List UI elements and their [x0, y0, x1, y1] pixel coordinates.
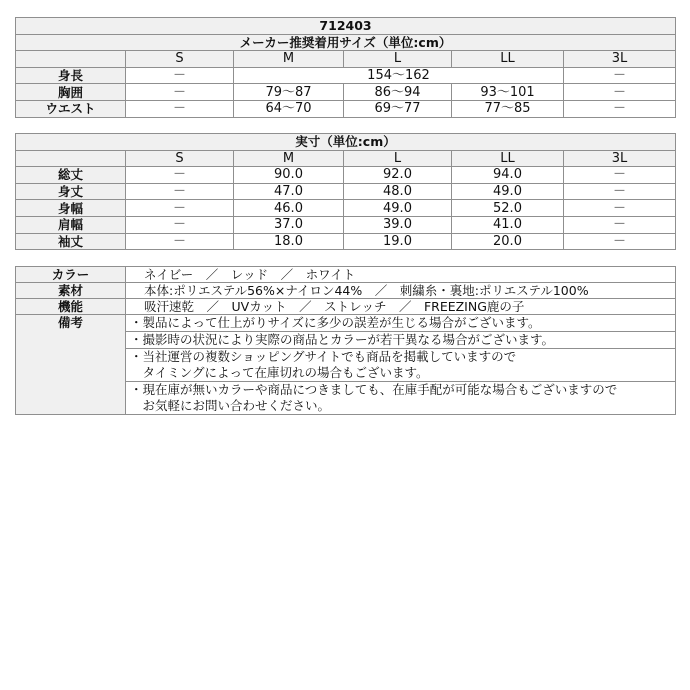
measurement-table [15, 133, 676, 250]
table-cell: 79～87 [234, 84, 344, 101]
table-cell: 64～70 [234, 100, 344, 117]
table-cell: － [564, 216, 676, 233]
function-value: 吸汗速乾 ／ UVカット ／ ストレッチ ／ FREEZING鹿の子 [126, 299, 676, 315]
size-table [15, 17, 676, 118]
measure-header-m: M [234, 150, 344, 167]
table-cell: 19.0 [344, 233, 452, 250]
table-row [16, 167, 676, 184]
measure-header-3l: 3L [564, 150, 676, 167]
table-cell: 47.0 [234, 183, 344, 200]
function-row [16, 299, 676, 315]
table-row [16, 67, 676, 84]
material-row [16, 283, 676, 299]
table-cell: － [564, 167, 676, 184]
table-row [16, 100, 676, 117]
material-value: 本体:ポリエステル56%×ナイロン44% ／ 刺繍糸・裏地:ポリエステル100% [126, 283, 676, 299]
measure-header-s: S [126, 150, 234, 167]
table-cell: － [564, 84, 676, 101]
note-item [126, 349, 676, 382]
table-cell: － [126, 233, 234, 250]
color-row [16, 267, 676, 283]
color-value: ネイビー ／ レッド ／ ホワイト [126, 267, 676, 283]
table-cell: 90.0 [234, 167, 344, 184]
measurement-table-title: 実寸（単位:cm） [16, 134, 676, 151]
table-row [16, 183, 676, 200]
table-row [16, 233, 676, 250]
note-line: タイミングによって在庫切れの場合もございます。 [130, 365, 429, 380]
note-line: ・当社運営の複数ショッピングサイトでも商品を掲載していますので [130, 349, 517, 364]
table-cell: 41.0 [452, 216, 564, 233]
table-cell: － [126, 216, 234, 233]
note-line: ・製品によって仕上がりサイズに多少の誤差が生じる場合がございます。 [130, 315, 541, 330]
table-cell: － [126, 84, 234, 101]
table-cell: 49.0 [344, 200, 452, 217]
size-header-m: M [234, 51, 344, 68]
table-cell: 52.0 [452, 200, 564, 217]
size-header-corner [16, 51, 126, 68]
table-row [16, 216, 676, 233]
table-cell: － [126, 183, 234, 200]
table-cell: 37.0 [234, 216, 344, 233]
table-cell: 39.0 [344, 216, 452, 233]
table-cell: 18.0 [234, 233, 344, 250]
note-line: ・現在庫が無いカラーや商品につきましても、在庫手配が可能な場合もございますので [130, 382, 618, 397]
measure-header-l: L [344, 150, 452, 167]
table-cell: 69～77 [344, 100, 452, 117]
notes-row [16, 315, 676, 332]
table-cell: － [126, 167, 234, 184]
size-table-title: メーカー推奨着用サイズ（単位:cm） [16, 34, 676, 51]
table-cell: － [564, 200, 676, 217]
notes-label: 備考 [16, 315, 126, 415]
note-line: お気軽にお問い合わせください。 [130, 398, 331, 413]
table-cell: 77～85 [452, 100, 564, 117]
measure-header-ll: LL [452, 150, 564, 167]
table-cell: 49.0 [452, 183, 564, 200]
product-code: 712403 [16, 18, 676, 35]
table-cell: － [126, 100, 234, 117]
table-cell: 94.0 [452, 167, 564, 184]
row-label: 袖丈 [16, 233, 126, 250]
table-cell: 154～162 [234, 67, 564, 84]
table-cell: － [564, 233, 676, 250]
material-label: 素材 [16, 283, 126, 299]
table-cell: － [126, 200, 234, 217]
row-label: 総丈 [16, 167, 126, 184]
table-cell: 48.0 [344, 183, 452, 200]
row-label: 身長 [16, 67, 126, 84]
table-cell: 92.0 [344, 167, 452, 184]
function-label: 機能 [16, 299, 126, 315]
table-cell: 46.0 [234, 200, 344, 217]
row-label: 胸囲 [16, 84, 126, 101]
note-item [126, 382, 676, 415]
table-cell: － [126, 67, 234, 84]
size-header-ll: LL [452, 51, 564, 68]
row-label: ウエスト [16, 100, 126, 117]
table-row [16, 84, 676, 101]
note-item [126, 332, 676, 349]
product-info-table [15, 266, 676, 415]
size-header-s: S [126, 51, 234, 68]
table-cell: 86～94 [344, 84, 452, 101]
row-label: 身丈 [16, 183, 126, 200]
table-row [16, 200, 676, 217]
table-cell: － [564, 183, 676, 200]
table-cell: － [564, 100, 676, 117]
note-line: ・撮影時の状況により実際の商品とカラーが若干異なる場合がございます。 [130, 332, 555, 347]
row-label: 身幅 [16, 200, 126, 217]
size-header-3l: 3L [564, 51, 676, 68]
note-item [126, 315, 676, 332]
table-cell: － [564, 67, 676, 84]
row-label: 肩幅 [16, 216, 126, 233]
table-cell: 20.0 [452, 233, 564, 250]
size-header-l: L [344, 51, 452, 68]
measure-header-corner [16, 150, 126, 167]
color-label: カラー [16, 267, 126, 283]
table-cell: 93～101 [452, 84, 564, 101]
